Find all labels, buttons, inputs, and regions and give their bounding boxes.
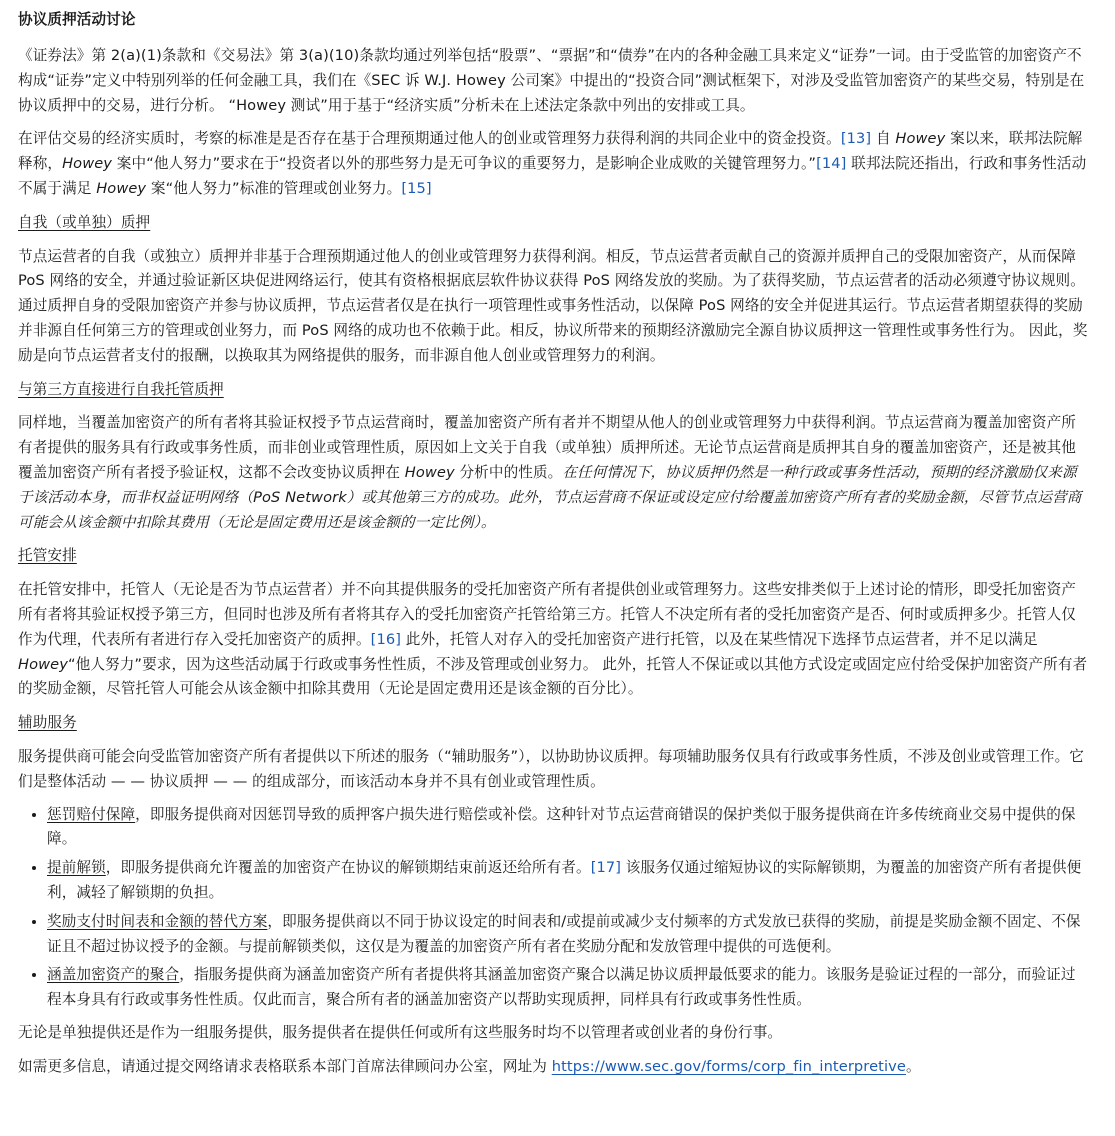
text-span: 此外，托管人对存入的受托加密资产进行托管，以及在某些情况下选择节点运营者，并不足以满足 (401, 630, 1038, 648)
section-heading-custodial: 托管安排 (18, 547, 77, 565)
ancillary-services-list (18, 803, 1089, 1013)
footnote-link-15[interactable]: [15] (401, 179, 432, 197)
footnote-link-16[interactable]: [16] (370, 630, 402, 648)
service-description: ，即服务提供商对因惩罚导致的质押客户损失进行赔偿或补偿。这种针对节点运营商错误的保护类似于服务提供商在许多传统商业交易中提供的保障。 (47, 805, 1076, 848)
case-name: Howey (895, 130, 946, 148)
section-heading-ancillary: 辅助服务 (18, 714, 77, 732)
text-span: 自 (871, 130, 896, 148)
text-span: 如需更多信息，请通过提交网络请求表格联系本部门首席法律顾问办公室，网址为 (18, 1057, 552, 1075)
list-item (47, 910, 1089, 960)
service-term: 奖励支付时间表和金额的替代方案 (47, 912, 268, 930)
footnote-link-14[interactable]: [14] (816, 155, 847, 173)
custodial-paragraph (18, 578, 1089, 702)
intro-paragraph-2 (18, 127, 1089, 201)
service-description: ，即服务提供商以不同于协议设定的时间表和/或提前或减少支付频率的方式发放已获得的奖励，前提是奖励金额不固定、不保证且不超过协议授予的金额。与提前解锁类似，这仅是为覆盖的加密资产所有者在奖励分配和发放管理中提供的可选便利。 (47, 912, 1081, 955)
case-name: Howey (18, 655, 68, 673)
page-title: 协议质押活动讨论 (18, 11, 136, 28)
text-span: “他人努力”要求，因为这些活动属于行政或事务性性质，不涉及管理或创业努力。 此外，托管人不保证或以其他方式设定或固定应付给受保护加密资产所有者的奖励金额，尽管托管人可能会从该金额中扣除其费用（无论是固定费用还是该金额的百分比）。 (18, 655, 1088, 698)
text-span: 。 (905, 1057, 921, 1075)
service-term: 涵盖加密资产的聚合 (47, 966, 180, 984)
text-span: 联邦法院还指出，行政和事务性活动不属于满足 (18, 155, 1087, 197)
intro-paragraph-1: 《证券法》第 2(a)(1)条款和《交易法》第 3(a)(10)条款均通过列举包括“股票”、“票据”和“债券”在内的各种金融工具来定义“证券”一词。由于受监管的加密资产不构成“证券”定义中特别列举的任何金融工具，我们在《SEC 诉 W.J. Howey 公司案》中提出的“投资合同”测试框架下，对涉及受监管加密资产的某些交易，特别是在协议质押中的交易，进行分析。 “Howey 测试”用于基于“经济实质”分析未在上述法定条款中列出的安排或工具。 (18, 47, 1085, 114)
italic-statement: 在任何情况下，协议质押仍然是一种行政或事务性活动，预期的经济激励仅来源于该活动本身，而非权益证明网络（PoS Network）或其他第三方的成功。此外，节点运营商不保证或设定应付给覆盖加密资产所有者的奖励金额，尽管节点运营商可能会从该金额中扣除其费用（无论是固定费用还是该金额的一定比例）。 (18, 463, 1082, 531)
self-staking-paragraph: 节点运营者的自我（或独立）质押并非基于合理预期通过他人的创业或管理努力获得利润。相反，节点运营者贡献自己的资源并质押自己的受限加密资产，从而保障 PoS 网络的安全，并通过验证新区块促进网络运行，使其有资格根据底层软件协议获得 PoS 网络发放的奖励。为了获得奖励，节点运营者的活动必须遵守协议规则。通过质押自身的受限加密资产并参与协议质押，节点运营者仅是在执行一项管理性或事务性活动，以保障 PoS 网络的安全并促进其运行。节点运营者期望获得的奖励并非源自任何第三方的管理或创业努力，而 PoS 网络的成功也不依赖于此。相反，协议所带来的预期经济激励完全源自协议质押这一管理性或事务性行为。 因此，奖励是向节点运营者支付的报酬，以换取其为网络提供的服务，而非源自他人创业或管理努力的利润。 (18, 247, 1088, 364)
text-span: 案“他人努力”标准的管理或创业努力。 (146, 179, 402, 197)
section-heading-third-party: 与第三方直接进行自我托管质押 (18, 380, 224, 398)
interpretive-request-link[interactable]: https://www.sec.gov/forms/corp_fin_interpretive (551, 1057, 906, 1075)
service-description: ，指服务提供商为涵盖加密资产所有者提供将其涵盖加密资产聚合以满足协议质押最低要求的能力。该服务是验证过程的一部分，而验证过程本身具有行政或事务性性质。仅此而言，聚合所有者的涵盖加密资产以帮助实现质押，同样具有行政或事务性性质。 (47, 966, 1076, 1009)
text-span: 同样地，当覆盖加密资产的所有者将其验证权授予节点运营商时，覆盖加密资产所有者并不期望从他人的创业或管理努力中获得利润。节点运营商为覆盖加密资产所有者提供的服务具有行政或事务性质，而非创业或管理性质，原因如上文关于自我（或单独）质押所述。无论节点运营商是质押其自身的覆盖加密资产，还是被其他覆盖加密资产所有者授予验证权，这都不会改变协议质押在 (18, 414, 1076, 481)
service-description: ，即服务提供商允许覆盖的加密资产在协议的解锁期结束前返还给所有者。 (105, 859, 591, 877)
service-term: 提前解锁 (47, 859, 106, 877)
footnote-link-13[interactable]: [13] (840, 130, 872, 148)
section-heading-self-staking: 自我（或单独）质押 (18, 213, 151, 231)
ancillary-intro-paragraph: 服务提供商可能会向受监管加密资产所有者提供以下所述的服务（“辅助服务”），以协助协议质押。每项辅助服务仅具有行政或事务性质，不涉及创业或管理工作。它们是整体活动 — — 协议质押 — — 的组成部分，而该活动本身并不具有创业或管理性质。 (18, 747, 1084, 790)
service-term: 惩罚赔付保障 (47, 805, 136, 823)
text-span: 案中“他人努力”要求在于“投资者以外的那些努力是无可争议的重要努力，是影响企业成败的关键管理努力。” (112, 155, 817, 173)
case-name: Howey (62, 155, 113, 173)
list-item (47, 963, 1089, 1013)
case-name: Howey (96, 179, 147, 197)
list-item (47, 856, 1089, 906)
text-span: 分析中的性质。 (454, 463, 563, 481)
text-span: 在评估交易的经济实质时，考察的标准是是否存在基于合理预期通过他人的创业或管理努力获得利润的共同企业中的资金投资。 (18, 130, 841, 148)
list-item (47, 803, 1089, 853)
third-party-paragraph (18, 411, 1089, 535)
closing-paragraph: 无论是单独提供还是作为一组服务提供，服务提供者在提供任何或所有这些服务时均不以管理者或创业者的身份行事。 (18, 1023, 783, 1041)
case-name: Howey (404, 463, 455, 481)
text-span: 在托管安排中，托管人（无论是否为节点运营者）并不向其提供服务的受托加密资产所有者提供创业或管理努力。这些安排类似于上述讨论的情形，即受托加密资产所有者将其验证权授予第三方，但同时也涉及所有者将其存入的受托加密资产托管给第三方。托管人不决定所有者的受托加密资产是否、何时或质押多少。托管人仅作为代理，代表所有者进行存入受托加密资产的质押。 (18, 581, 1076, 648)
text-span: 案以来，联邦法院解释称， (18, 130, 1083, 173)
contact-paragraph (18, 1055, 1089, 1080)
service-description: 该服务仅通过缩短协议的实际解锁期，为覆盖的加密资产所有者提供便利，减轻了解锁期的负担。 (47, 859, 1082, 901)
footnote-link-17[interactable]: [17] (590, 859, 622, 877)
